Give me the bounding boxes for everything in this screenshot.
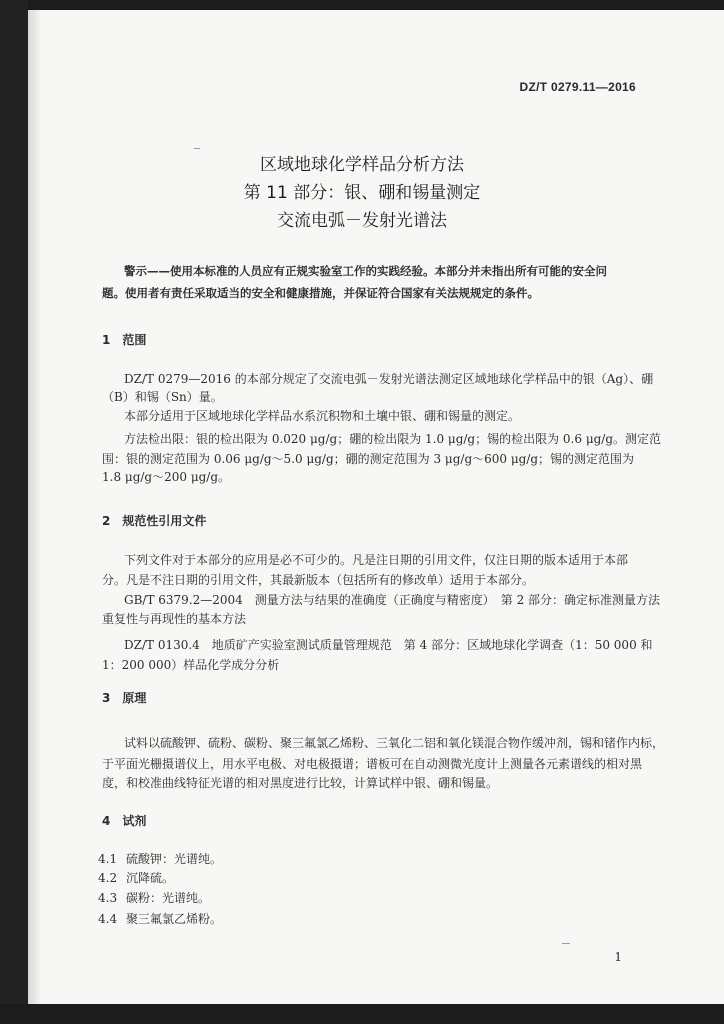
reagent-text: 沉降硫。: [126, 871, 175, 885]
title-line-2: 第 11 部分：银、硼和锡量测定: [243, 183, 481, 203]
reagent-number: 4.2: [98, 871, 118, 885]
scan-smudge: [562, 943, 570, 944]
reference-item: GB/T 6379.2—2004 测量方法与结果的准确度（正确度与精密度） 第 2 部分：确定标准测量方法: [124, 593, 661, 607]
principle-text: 度，和校准曲线特征光谱的相对黑度进行比较，计算试样中银、硼和锡量。: [102, 776, 499, 790]
reagent-number: 4.3: [98, 891, 118, 905]
reagent-text: 聚三氟氯乙烯粉。: [126, 912, 223, 926]
title-line-3: 交流电弧－发射光谱法: [277, 211, 447, 231]
reference-item: 重复性与再现性的基本方法: [102, 612, 247, 626]
reagent-number: 4.4: [98, 912, 118, 926]
reagent-number: 4.1: [98, 852, 118, 866]
scope-text: DZ/T 0279—2016 的本部分规定了交流电弧－发射光谱法测定区域地球化学样品中的银（Ag）、硼: [124, 372, 654, 386]
warning-line-2: 题。使用者有责任采取适当的安全和健康措施，并保证符合国家有关法规规定的条件。: [102, 286, 539, 300]
reagent-text: 硫酸钾：光谱纯。: [126, 852, 223, 866]
document-number: DZ/T 0279.11—2016: [519, 80, 636, 94]
references-text: 分。凡是不注日期的引用文件，其最新版本（包括所有的修改单）适用于本部分。: [102, 573, 535, 587]
scan-border-bottom: [0, 1004, 724, 1024]
principle-text: 试料以硫酸钾、硫粉、碳粉、聚三氟氯乙烯粉、三氧化二铝和氧化镁混合物作缓冲剂，锡和锗作内标，: [124, 736, 665, 750]
scan-border-top: [0, 0, 724, 10]
scan-smudge: [194, 148, 200, 149]
scope-text: 围：银的测定范围为 0.06 μg/g～5.0 μg/g；硼的测定范围为 3 μg/g～600 μg/g；锡的测定范围为: [102, 452, 635, 466]
section-2-heading: 2 规范性引用文件: [102, 514, 207, 528]
reference-item: DZ/T 0130.4 地质矿产实验室测试质量管理规范 第 4 部分：区域地球化学调查（1：50 000 和: [124, 638, 653, 652]
principle-text: 于平面光栅摄谱仪上，用水平电极、对电极摄谱；谱板可在自动测微光度计上测量各元素谱线的相对黑: [102, 757, 643, 771]
title-line-1: 区域地球化学样品分析方法: [260, 155, 464, 175]
section-3-heading: 3 原理: [102, 691, 147, 705]
references-text: 下列文件对于本部分的应用是必不可少的。凡是注日期的引用文件，仅注日期的版本适用于本部: [124, 553, 629, 567]
section-4-heading: 4 试剂: [102, 814, 147, 828]
scope-text: 1.8 μg/g～200 μg/g。: [102, 470, 231, 484]
reference-item: 1：200 000）样品化学成分分析: [102, 658, 280, 672]
warning-line-1: 警示——使用本标准的人员应有正规实验室工作的实践经验。本部分并未指出所有可能的安全问: [124, 264, 607, 278]
scope-text: （B）和锡（Sn）量。: [102, 390, 223, 404]
scope-text: 方法检出限：银的检出限为 0.020 μg/g；硼的检出限为 1.0 μg/g；锡的检出限为 0.6 μg/g。测定范: [124, 432, 662, 446]
reagent-text: 碳粉：光谱纯。: [126, 891, 211, 905]
section-1-heading: 1 范围: [102, 333, 147, 347]
page-number: 1: [614, 950, 622, 964]
scope-text: 本部分适用于区域地球化学样品水系沉积物和土壤中银、硼和锡量的测定。: [124, 409, 521, 423]
